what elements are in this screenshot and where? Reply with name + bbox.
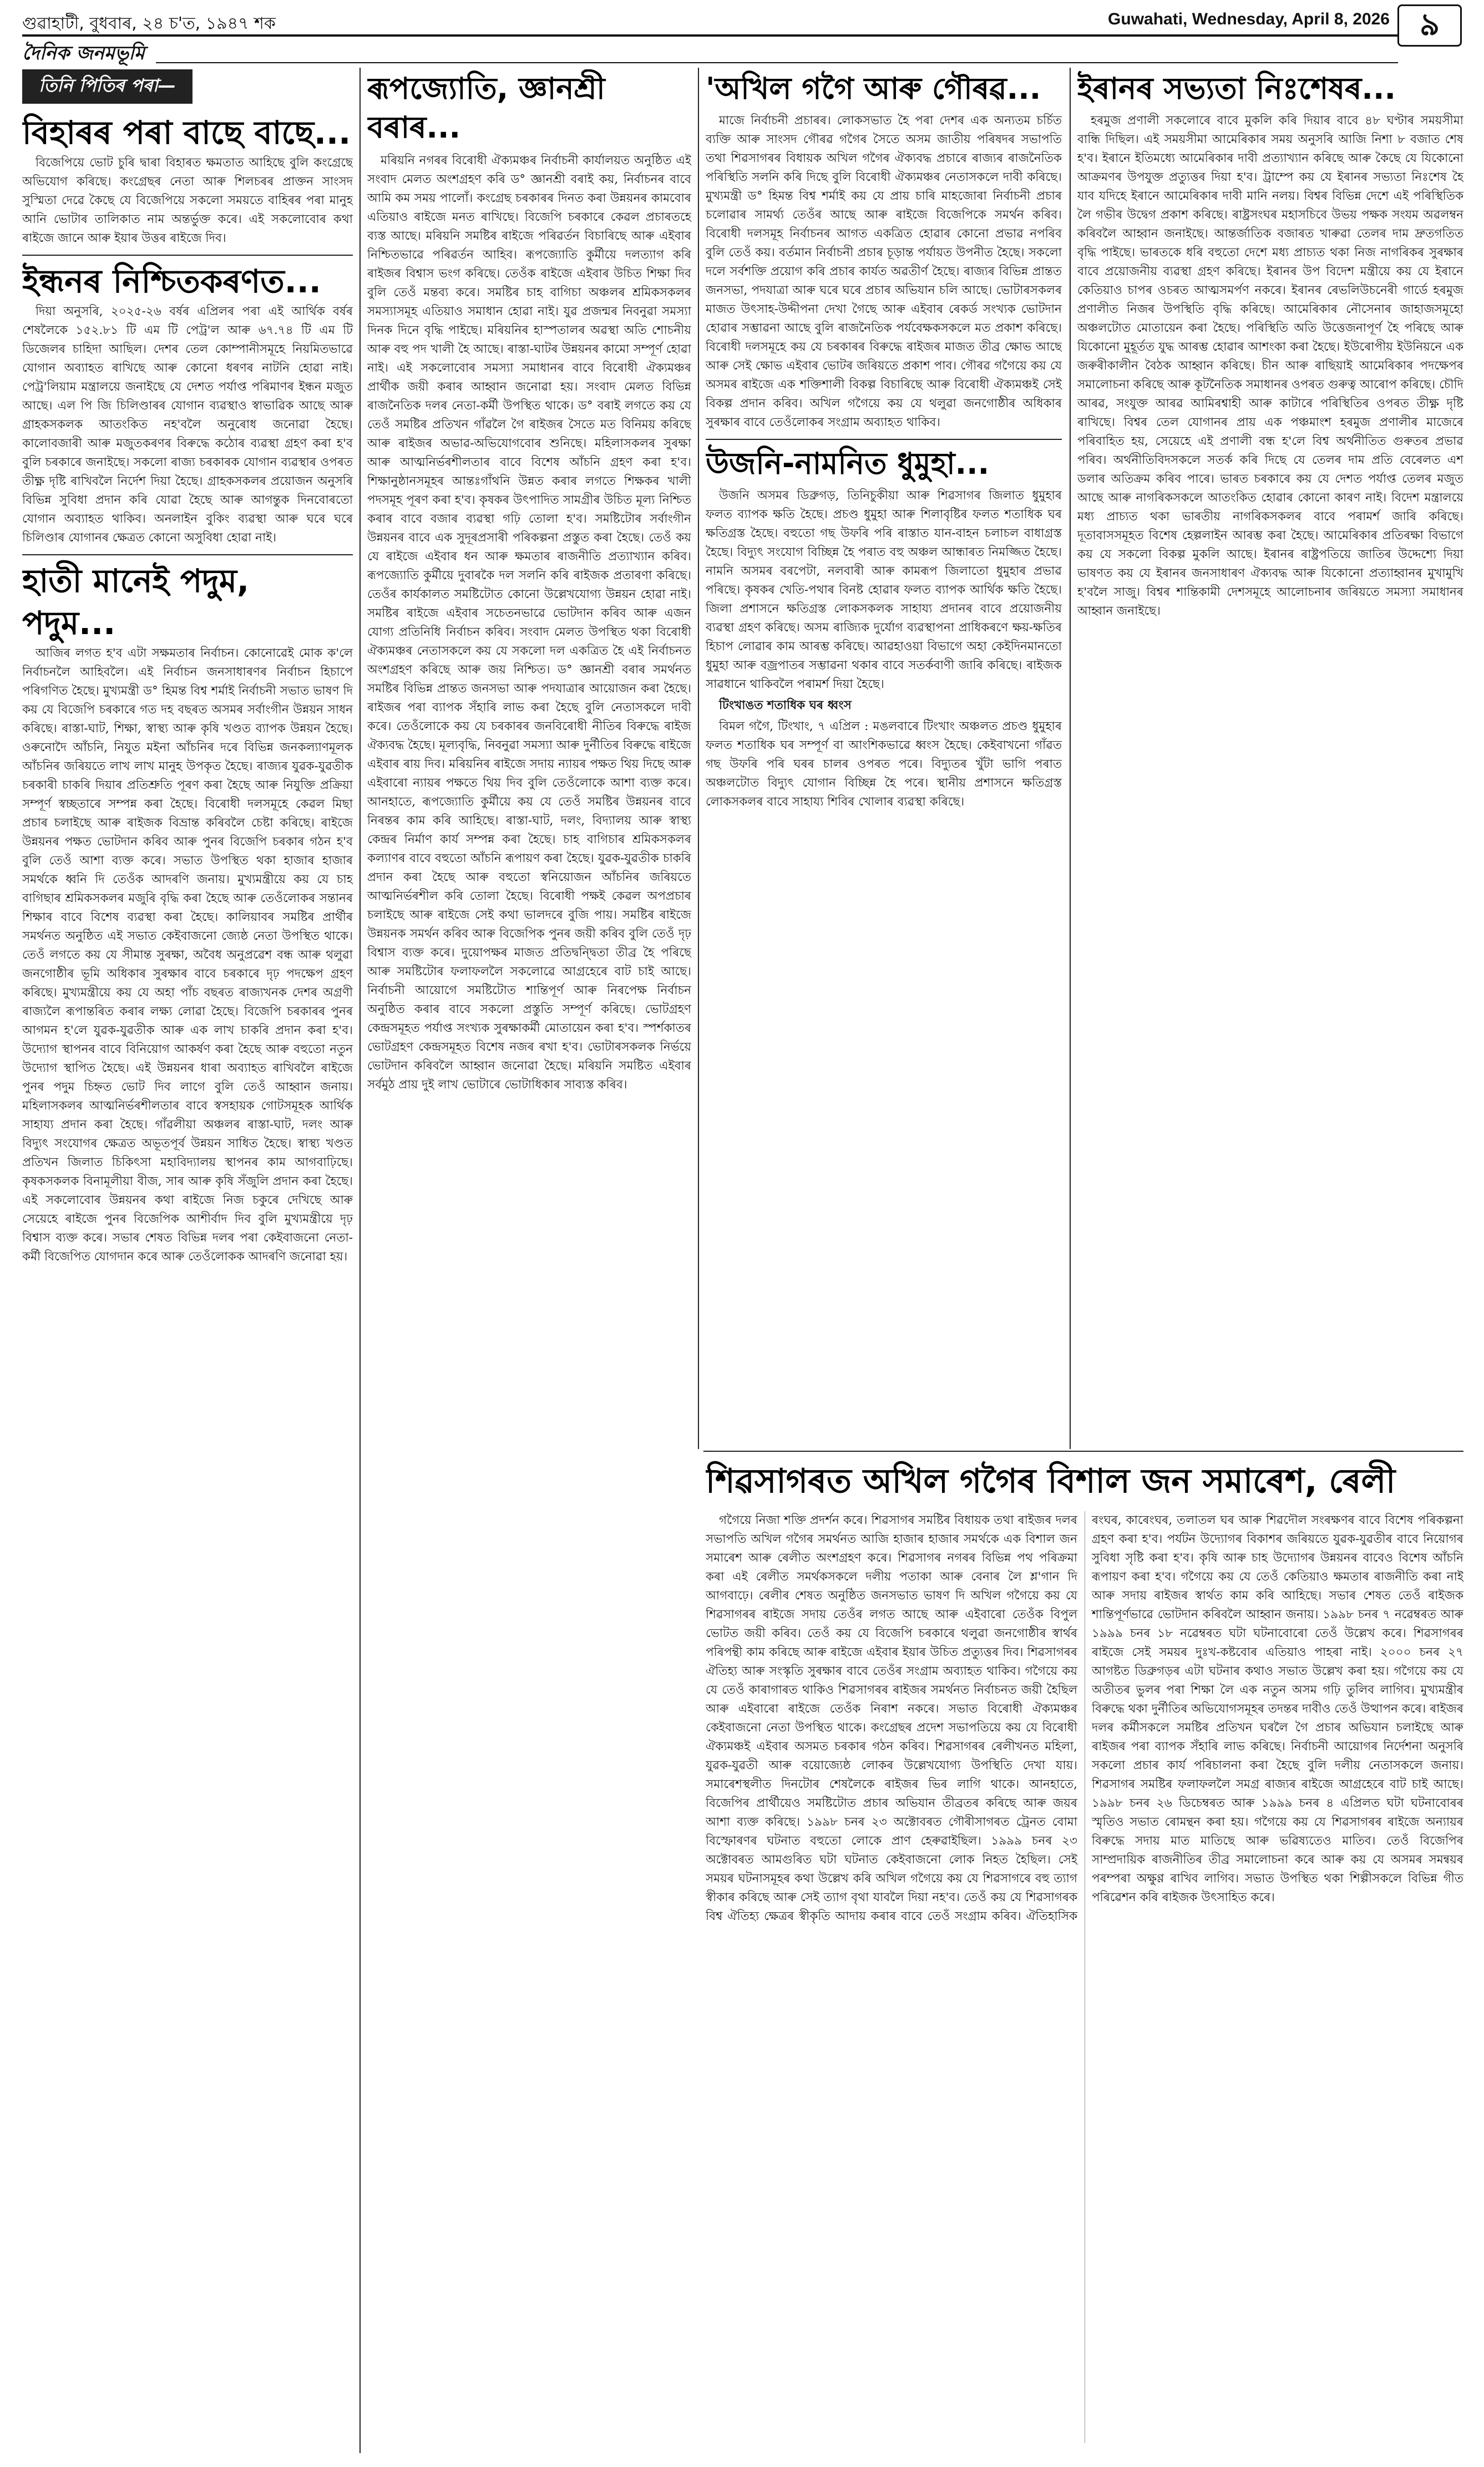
continuation-kicker: তিনি পিতিৰ পৰা—: [22, 69, 193, 104]
folio-date-english: Guwahati, Wednesday, April 8, 2026: [1108, 10, 1390, 28]
feature-sivasagar: [706, 1459, 1463, 2452]
headline-fuel: ইন্ধনৰ নিশ্চিতকৰণত...: [22, 262, 321, 300]
story-bihar: [22, 112, 353, 248]
masthead-name: দৈনিক জনমভূমি: [22, 39, 156, 70]
story-fuel: [22, 260, 353, 548]
headline-storm: উজনি-নামনিত ধুমুহা...: [706, 446, 990, 481]
body-fuel: দিয়া অনুসৰি, ২০২৫-২৬ বৰ্ষৰ এপ্ৰিলৰ পৰা এই আৰ্থিক বৰ্ষৰ শেষলৈকে ১৫২.৮১ টি এম টি পেট্ৰ'ল আৰু ৬৭.৭৪ টি এম টি ডিজেলৰ চাহিদা আছিল। দেশৰ তেল কোম্পানীসমূহে নিয়মিতভাৱে যোগান অব্যাহত ৰাখিছে আৰু কোনো ধৰণৰ নাটনি হোৱা নাই। পেট্ৰ'লিয়াম মন্ত্ৰালয়ে জনাইছে যে দেশত পৰ্যাপ্ত পৰিমাণৰ ইন্ধন মজুত আছে। এল পি জি চিলিণ্ডাৰৰ যোগান ব্যৱস্থাও স্বাভাৱিক আছে আৰু গ্ৰাহকসকলক আতংকিত নহ'বলৈ অনুৰোধ জনোৱা হৈছে। কালোবজাৰী আৰু মজুতকৰণৰ বিৰুদ্ধে কঠোৰ ব্যৱস্থা গ্ৰহণ কৰা হ'ব বুলি চৰকাৰে জনাইছে। সকলো ৰাজ্য চৰকাৰক যোগান ব্যৱস্থাৰ ওপৰত তীক্ষ্ণ দৃষ্টি ৰাখিবলৈ নিৰ্দেশ দিয়া হৈছে। গ্ৰাহকসকলৰ প্ৰয়োজন অনুসৰি বিভিন্ন সুবিধা প্ৰদান কৰি যোৱা হৈছে আৰু আগন্তুক দিনবোৰতো যোগান অব্যাহত থাকিব। অনলাইন বুকিং ব্যৱস্থা আৰু ঘৰে ঘৰে চিলিণ্ডাৰ যোগানৰ ক্ষেত্ৰত কোনো অসুবিধা হোৱা নাই।: [22, 305, 353, 545]
headline-elephant: হাতী মানেই পদুম, পদুম...: [22, 562, 249, 642]
story-storm: [706, 444, 1062, 812]
headline-akhil-gaurav: 'অখিল গগৈ আৰু গৌৰৱ...: [706, 71, 1041, 106]
column-4: [1077, 69, 1463, 1445]
headline-sivasagar: শিৱসাগৰত অখিল গগৈৰ বিশাল জন সমাৰেশ, ৰেলী: [706, 1462, 1396, 1501]
body-akhil-gaurav: মাজে নিৰ্বাচনী প্ৰচাৰৰ। লোকসভাত হৈ পৰা দেশৰ এক অন্যতম চৰ্চিত ব্যক্তি আৰু সাংসদ গৌৰৱ গগৈৰ সৈতে অসম জাতীয় পৰিষদৰ সভাপতি তথা শিৱসাগৰৰ বিধায়ক অখিল গগৈৰ ঐক্যবদ্ধ প্ৰচাৰে ৰাজ্যৰ ৰাজনৈতিক পৰিস্থিতি সলনি কৰি দিছে বুলি বিৰোধী ঐক্যমঞ্চৰ নেতাসকলে দাবী কৰিছে। মুখ্যমন্ত্ৰী ড° হিমন্ত বিশ্ব শৰ্মাই কয় যে প্ৰায় চাৰি মাহজোৰা নিৰ্বাচনী প্ৰচাৰ চলোৱাৰ সামৰ্থ্য তেওঁৰ আছে আৰু ৰাইজে বিজেপিকে সমৰ্থন কৰিব। বিৰোধী দলসমূহ নিৰ্বাচনৰ আগত একত্ৰিত হোৱাৰ কোনো প্ৰভাৱ নপৰিব বুলি তেওঁ কয়। বৰ্তমান নিৰ্বাচনী প্ৰচাৰ চূড়ান্ত পৰ্যায়ত উপনীত হৈছে। সকলো দলে সৰ্বশক্তি প্ৰয়োগ কৰি প্ৰচাৰ কাৰ্যত অৱতীৰ্ণ হৈছে। ৰাজ্যৰ বিভিন্ন প্ৰান্তত জনসভা, পদযাত্ৰা আৰু ঘৰে ঘৰে প্ৰচাৰ অভিযান চলি আছে। ভোটাৰসকলৰ মাজত উৎসাহ-উদ্দীপনা দেখা গৈছে আৰু এইবাৰ ৰেকৰ্ড সংখ্যক ভোটদান হোৱাৰ সম্ভাৱনা আছে বুলি ৰাজনৈতিক পৰ্যবেক্ষকসকলে মত প্ৰকাশ কৰিছে। বিৰোধী দলসমূহে কয় যে চৰকাৰৰ বিৰুদ্ধে ৰাইজৰ মাজত তীব্ৰ ক্ষোভ আছে আৰু সেই ক্ষোভ এইবাৰ ভোটৰ জৰিয়তে প্ৰকাশ পাব। গৌৰৱ গগৈয়ে কয় যে অসমৰ ৰাইজে এক শক্তিশালী বিকল্প বিচাৰিছে আৰু বিৰোধী ঐক্যমঞ্চই সেই বিকল্প প্ৰদান কৰিব। অখিল গগৈয়ে কয় যে থলুৱা জনগোষ্ঠীৰ অধিকাৰ সুৰক্ষাৰ বাবে তেওঁলোকৰ সংগ্ৰাম অব্যাহত থাকিব।: [706, 114, 1062, 429]
body-rupjyoti: মৰিয়নি নগৰৰ বিৰোধী ঐক্যমঞ্চৰ নিৰ্বাচনী কাৰ্যালয়ত অনুষ্ঠিত এই সংবাদ মেলত অংশগ্ৰহণ কৰি ড° জ্ঞানশ্ৰী বৰাই কয়, নিৰ্বাচনৰ বাবে আমি কম সময় পালোঁ। কংগ্ৰেছ চৰকাৰৰ দিনত কৰা উন্নয়নৰ কামবোৰ এতিয়াও ৰাইজে মনত ৰাখিছে। বিজেপি চৰকাৰে কেৱল প্ৰচাৰতহে ব্যস্ত আছে। মৰিয়নি সমষ্টিৰ ৰাইজে পৰিৱৰ্তন বিচাৰিছে আৰু এইবাৰ নিশ্চিতভাৱে পৰিৱৰ্তন আহিব। ৰূপজ্যোতি কুৰ্মীয়ে দলত্যাগ কৰি ৰাইজৰ বিশ্বাস ভংগ কৰিছে। তেওঁক ৰাইজে এইবাৰ উচিত শিক্ষা দিব বুলি তেওঁ মন্তব্য কৰে। সমষ্টিৰ চাহ বাগিচা অঞ্চলৰ শ্ৰমিকসকলৰ সমস্যাসমূহ এতিয়াও সমাধান হোৱা নাই। যুৱ প্ৰজন্মৰ নিবনুৱা সমস্যা দিনক দিনে বৃদ্ধি পাইছে। মৰিয়নিৰ হাস্পতালৰ অৱস্থা অতি শোচনীয় আৰু বহু পদ খালী হৈ আছে। ৰাস্তা-ঘাটৰ উন্নয়নৰ কামো সম্পূৰ্ণ হোৱা নাই। এই সকলোবোৰ সমস্যা সমাধানৰ বাবে বিৰোধী ঐক্যমঞ্চৰ প্ৰাৰ্থীক জয়ী কৰাৰ আহ্বান জনোৱা হয়। সংবাদ মেলত বিভিন্ন ৰাজনৈতিক দলৰ নেতা-কৰ্মী উপস্থিত থাকে। ড° বৰাই লগতে কয় যে তেওঁ সমষ্টিৰ প্ৰতিখন গাঁৱলৈ গৈ ৰাইজৰ সৈতে মত বিনিময় কৰিছে আৰু ৰাইজৰ অভাৱ-অভিযোগবোৰ শুনিছে। মহিলাসকলৰ সুৰক্ষা আৰু আত্মনিৰ্ভৰশীলতাৰ বাবে বিশেষ আঁচনি গ্ৰহণ কৰা হ'ব। শিক্ষানুষ্ঠানসমূহৰ আন্তঃগাঁথনি উন্নত কৰাৰ লগতে শিক্ষকৰ খালী পদসমূহ পূৰণ কৰা হ'ব। কৃষকৰ উৎপাদিত সামগ্ৰীৰ উচিত মূল্য নিশ্চিত কৰাৰ বাবে বজাৰ ব্যৱস্থা গঢ়ি তোলা হ'ব। সমষ্টিটোৰ সৰ্বাংগীন উন্নয়নৰ বাবে এক সুদূৰপ্ৰসাৰী পৰিকল্পনা প্ৰস্তুত কৰা হৈছে। তেওঁ কয় যে ৰাইজে এইবাৰ ধন আৰু ক্ষমতাৰ ৰাজনীতি প্ৰত্যাখ্যান কৰিব। ৰূপজ্যোতি কুৰ্মীয়ে দুবাৰকৈ দল সলনি কৰি ৰাইজক প্ৰতাৰণা কৰিছে। তেওঁৰ কাৰ্যকালত সমষ্টিটোত কোনো উল্লেখযোগ্য উন্নয়ন হোৱা নাই। সমষ্টিৰ ৰাইজে এইবাৰ সচেতনভাৱে ভোটদান কৰিব আৰু এজন যোগ্য প্ৰতিনিধি নিৰ্বাচন কৰিব। সংবাদ মেলত উপস্থিত থকা বিৰোধী ঐক্যমঞ্চৰ নেতাসকলে কয় যে সকলো দল একত্ৰিত হৈ এই নিৰ্বাচনত অংশগ্ৰহণ কৰিছে আৰু জয় নিশ্চিত। ড° জ্ঞানশ্ৰী বৰাৰ সমৰ্থনত সমষ্টিৰ বিভিন্ন প্ৰান্তত জনসভা আৰু পদযাত্ৰাৰ আয়োজন কৰা হৈছে। ৰাইজৰ পৰা ব্যাপক সঁহাৰি লাভ কৰা হৈছে বুলি নেতাসকলে দাবী কৰে। তেওঁলোকে কয় যে চৰকাৰৰ জনবিৰোধী নীতিৰ বিৰুদ্ধে ৰাইজ ঐক্যবদ্ধ হৈছে। মূল্যবৃদ্ধি, নিবনুৱা সমস্যা আৰু দুৰ্নীতিৰ বিৰুদ্ধে ৰাইজে এইবাৰ ৰায় দিব। মৰিয়নিৰ ৰাইজে সদায় ন্যায়ৰ পক্ষত থিয় দিছে আৰু এইবাৰো ন্যায়ৰ পক্ষতে থিয় দিব বুলি তেওঁলোকে আশা ব্যক্ত কৰে। আনহাতে, ৰূপজ্যোতি কুৰ্মীয়ে কয় যে তেওঁ সমষ্টিৰ উন্নয়নৰ বাবে নিৰন্তৰ কাম কৰি আহিছে। ৰাস্তা-ঘাট, দলং, বিদ্যালয় আৰু স্বাস্থ্য কেন্দ্ৰৰ নিৰ্মাণ কাৰ্য সম্পন্ন কৰা হৈছে। চাহ বাগিচাৰ শ্ৰমিকসকলৰ কল্যাণৰ বাবে বহুতো আঁচনি ৰূপায়ণ কৰা হৈছে। যুৱক-যুৱতীক চাকৰি প্ৰদান কৰা হৈছে আৰু বহুতো স্বনিয়োজন আঁচনিৰ জৰিয়তে আত্মনিৰ্ভৰশীল কৰি তোলা হৈছে। বিৰোধী পক্ষই কেৱল অপপ্ৰচাৰ চলাইছে আৰু ৰাইজে সেই কথা ভালদৰে বুজি পায়। সমষ্টিৰ ৰাইজে উন্নয়নক সমৰ্থন কৰিব আৰু বিজেপিক পুনৰ জয়ী কৰিব বুলি তেওঁ দৃঢ় বিশ্বাস ব্যক্ত কৰে। দুয়োপক্ষৰ মাজত প্ৰতিদ্বন্দ্বিতা তীব্ৰ হৈ পৰিছে আৰু সমষ্টিটোৰ ফলাফললৈ সকলোৱে আগ্ৰহেৰে বাট চাই আছে। নিৰ্বাচনী আয়োগে সমষ্টিটোত শান্তিপূৰ্ণ আৰু নিৰপেক্ষ নিৰ্বাচন অনুষ্ঠিত কৰাৰ বাবে সকলো প্ৰস্তুতি সম্পূৰ্ণ কৰিছে। ভোটগ্ৰহণ কেন্দ্ৰসমূহত পৰ্যাপ্ত সংখ্যক সুৰক্ষাকৰ্মী মোতায়েন কৰা হ'ব। স্পৰ্শকাতৰ ভোটগ্ৰহণ কেন্দ্ৰসমূহত বিশেষ নজৰ ৰখা হ'ব। ভোটাৰসকলক নিৰ্ভয়ে ভোটদান কৰিবলৈ আহ্বান জনোৱা হৈছে। মৰিয়নি সমষ্টিত এইবাৰ সৰ্বমুঠ প্ৰায় দুই লাখ ভোটাৰে ভোটাধিকাৰ সাব্যস্ত কৰিব।: [367, 154, 691, 1092]
column-divider: [1070, 68, 1071, 1449]
page-number: ৯: [1397, 4, 1462, 47]
story-elephant: [22, 560, 353, 1267]
storm-report: বিমল গগৈ, টিংখাং, ৭ এপ্ৰিল : মঙলবাৰে টিংখাং অঞ্চলত প্ৰচণ্ড ধুমুহাৰ ফলত শতাধিক ঘৰ সম্পূৰ্ণ বা আংশিকভাৱে ধ্বংস হৈছে। কেইবাখনো গাঁৱত গছ উফৰি পৰি ঘৰৰ চালৰ ওপৰত পৰে। বিদ্যুতৰ খুঁটা ভাগি পৰাত অঞ্চলটোত বিদ্যুৎ যোগান বিচ্ছিন্ন হৈ পৰে। স্থানীয় প্ৰশাসনে ক্ষতিগ্ৰস্ত লোকসকলৰ বাবে সাহায্য শিবিৰ খোলাৰ ব্যৱস্থা কৰিছে।: [706, 720, 1062, 809]
headline-rupjyoti: ৰূপজ্যোতি, জ্ঞানশ্ৰী বৰাৰ...: [367, 71, 605, 145]
column-divider: [359, 68, 361, 2453]
masthead-rule: [22, 34, 1398, 63]
body-elephant: আজিৰ লগত হ'ব এটা সক্ষমতাৰ নিৰ্বাচন। কোনোৱেই মোক ক'লে নিৰ্বাচনলৈ আহিবলৈ। এই নিৰ্বাচন জনসাধাৰণৰ নিৰ্বাচন হিচাপে পৰিগণিত হৈছে। মুখ্যমন্ত্ৰী ড° হিমন্ত বিশ্ব শৰ্মাই নিৰ্বাচনী সভাত ভাষণ দি কয় যে বিজেপি চৰকাৰে গত দহ বছৰত অসমৰ সৰ্বাংগীন উন্নয়ন সাধন কৰিছে। ৰাস্তা-ঘাট, শিক্ষা, স্বাস্থ্য আৰু কৃষি খণ্ডত ব্যাপক উন্নয়ন হৈছে। ওৰুনোদৈ আঁচনি, নিযুত মইনা আঁচনিৰ দৰে বিভিন্ন জনকল্যাণমূলক আঁচনিৰ জৰিয়তে লাখ লাখ মানুহ উপকৃত হৈছে। ৰাজ্যৰ যুৱক-যুৱতীক চৰকাৰী চাকৰি দিয়াৰ প্ৰতিশ্ৰুতি পূৰণ কৰা হৈছে আৰু নিযুক্তি প্ৰক্ৰিয়া সম্পূৰ্ণ স্বচ্ছতাৰে সম্পন্ন কৰা হৈছে। বিৰোধী দলসমূহে কেৱল মিছা প্ৰচাৰ চলাইছে আৰু ৰাইজক বিভ্ৰান্ত কৰিবলৈ চেষ্টা কৰিছে। ৰাইজে উন্নয়নৰ পক্ষত ভোটদান কৰিব আৰু পুনৰ বিজেপি চৰকাৰ গঠন হ'ব বুলি তেওঁ আশা ব্যক্ত কৰে। সভাত উপস্থিত থকা হাজাৰ হাজাৰ সমৰ্থকে ধ্বনি দি তেওঁক আদৰণি জনায়। মুখ্যমন্ত্ৰীয়ে কয় যে চাহ বাগিছাৰ শ্ৰমিকসকলৰ মজুৰি বৃদ্ধি কৰা হৈছে আৰু তেওঁলোকৰ সন্তানৰ শিক্ষাৰ বাবে বিশেষ ব্যৱস্থা কৰা হৈছে। কালিয়াবৰ সমষ্টিৰ প্ৰাৰ্থীৰ সমৰ্থনত অনুষ্ঠিত এই সভাত কেইবাজনো জ্যেষ্ঠ নেতা উপস্থিত থাকে। তেওঁ লগতে কয় যে সীমান্ত সুৰক্ষা, অবৈধ অনুপ্ৰৱেশ বন্ধ আৰু থলুৱা জনগোষ্ঠীৰ ভূমি অধিকাৰ সুৰক্ষাৰ বাবে চৰকাৰে দৃঢ় পদক্ষেপ গ্ৰহণ কৰিছে। মুখ্যমন্ত্ৰীয়ে কয় যে অহা পাঁচ বছৰত ৰাজ্যখনক দেশৰ অগ্ৰণী ৰাজ্যলৈ ৰূপান্তৰিত কৰাৰ লক্ষ্য লোৱা হৈছে। বিজেপি চৰকাৰৰ পুনৰ আগমন হ'লে যুৱক-যুৱতীক আৰু এক লাখ চাকৰি প্ৰদান কৰা হ'ব। উদ্যোগ স্থাপনৰ বাবে বিনিয়োগ আকৰ্ষণ কৰা হৈছে আৰু বহুতো নতুন উদ্যোগ স্থাপিত হৈছে। এই উন্নয়নৰ ধাৰা অব্যাহত ৰাখিবলৈ ৰাইজে পুনৰ পদুম চিহ্নত ভোট দিব লাগে বুলি তেওঁ আহ্বান জনায়। মহিলাসকলৰ আত্মনিৰ্ভৰশীলতাৰ বাবে স্বসহায়ক গোটসমূহক আৰ্থিক সাহায্য প্ৰদান কৰা হৈছে। গাঁৱলীয়া অঞ্চলৰ ৰাস্তা-ঘাট, দলং আৰু বিদ্যুৎ সংযোগৰ ক্ষেত্ৰত অভূতপূৰ্ব উন্নয়ন সাধিত হৈছে। স্বাস্থ্য খণ্ডত প্ৰতিখন জিলাত চিকিৎসা মহাবিদ্যালয় স্থাপনৰ কাম আগবাঢ়িছে। কৃষকসকলক বিনামূলীয়া বীজ, সাৰ আৰু কৃষি সঁজুলি প্ৰদান কৰা হৈছে। এই সকলোবোৰ উন্নয়নৰ কথা ৰাইজে নিজ চকুৰে দেখিছে আৰু সেয়েহে ৰাইজে পুনৰ বিজেপিক আশীৰ্বাদ দিব বুলি মুখ্যমন্ত্ৰীয়ে দৃঢ় বিশ্বাস ব্যক্ত কৰে। সভাৰ শেষত বিভিন্ন দলৰ পৰা কেইবাজনো নেতা-কৰ্মী বিজেপিত যোগদান কৰে আৰু তেওঁলোকক আদৰণি জনোৱা হয়।: [22, 646, 353, 1264]
headline-iran: ইৰানৰ সভ্যতা নিঃশেষৰ...: [1077, 71, 1396, 106]
story-divider: [22, 554, 353, 555]
folio-date-assamese: গুৱাহাটী, বুধবাৰ, ২৪ চ'ত, ১৯৪৭ শক: [22, 14, 276, 33]
section-divider: [703, 1451, 1463, 1452]
story-divider: [22, 255, 353, 256]
story-akhil-gaurav: [706, 69, 1062, 432]
body-storm: উজনি অসমৰ ডিব্ৰুগড়, তিনিচুকীয়া আৰু শিৱসাগৰ জিলাত ধুমুহাৰ ফলত ব্যাপক ক্ষতি হৈছে। প্ৰচণ্ড ধুমুহা আৰু শিলাবৃষ্টিৰ ফলত শতাধিক ঘৰ ক্ষতিগ্ৰস্ত হৈছে। বহুতো গছ উফৰি পৰি ৰাস্তাত যান-বাহন চলাচল বাধাগ্ৰস্ত হৈছে। বিদ্যুৎ সংযোগ বিচ্ছিন্ন হৈ পৰাত বহু অঞ্চল আন্ধাৰত নিমজ্জিত হৈছে। নামনি অসমৰ বৰপেটা, নলবাৰী আৰু কামৰূপ জিলাতো ধুমুহাৰ প্ৰভাৱ পৰিছে। কৃষকৰ খেতি-পথাৰ বিনষ্ট হোৱাৰ ফলত ব্যাপক আৰ্থিক ক্ষতি হৈছে। জিলা প্ৰশাসনে ক্ষতিগ্ৰস্ত লোকসকলক সাহায্য প্ৰদানৰ বাবে প্ৰয়োজনীয় ব্যৱস্থা গ্ৰহণ কৰিছে। অসম ৰাজ্যিক দুৰ্যোগ ব্যৱস্থাপনা প্ৰাধিকৰণে ক্ষয়-ক্ষতিৰ হিচাপ লোৱাৰ কাম আৰম্ভ কৰিছে। আৱহাওয়া বিভাগে অহা কেইদিনমানতো ধুমুহা আৰু বজ্ৰপাতৰ সম্ভাৱনা থকাৰ বাবে সতৰ্কবাণী জাৰি কৰিছে। ৰাইজক সাৱধানে থাকিবলৈ পৰামৰ্শ দিয়া হৈছে। টিংখাঙত শতাধিক ঘৰ ধ্বংস বিমল গগৈ, টিংখাং, ৭ এপ্ৰিল : মঙলবাৰে টিংখাং অঞ্চলত প্ৰচণ্ড ধুমুহাৰ ফলত শতাধিক ঘৰ সম্পূৰ্ণ বা আংশিকভাৱে ধ্বংস হৈছে। কেইবাখনো গাঁৱত গছ উফৰি পৰি ঘৰৰ চালৰ ওপৰত পৰে। বিদ্যুতৰ খুঁটা ভাগি পৰাত অঞ্চলটোত বিদ্যুৎ যোগান বিচ্ছিন্ন হৈ পৰে। স্থানীয় প্ৰশাসনে ক্ষতিগ্ৰস্ত লোকসকলৰ বাবে সাহায্য শিবিৰ খোলাৰ ব্যৱস্থা কৰিছে।: [706, 487, 1062, 812]
column-1: [22, 69, 353, 2455]
storm-subhead: টিংখাঙত শতাধিক ঘৰ ধ্বংস: [719, 698, 852, 712]
body-iran: হৰমুজ প্ৰণালী সকলোৰে বাবে মুকলি কৰি দিয়াৰ বাবে ৪৮ ঘণ্টাৰ সময়সীমা বান্ধি দিছিল। এই সময়সীমা আমেৰিকাৰ সময় অনুসৰি আজি নিশা ৮ বজাত শেষ হ'ব। ইৰানে ইতিমধ্যে আমেৰিকাৰ দাবী প্ৰত্যাখ্যান কৰিছে আৰু কৈছে যে যিকোনো আক্ৰমণৰ উপযুক্ত প্ৰত্যুত্তৰ দিয়া হ'ব। ট্ৰাম্পে কয় যে ইৰানৰ সভ্যতা নিঃশেষ হৈ যাব যদিহে ইৰানে আমেৰিকাৰ দাবী মানি নলয়। বিশ্বৰ বিভিন্ন দেশে এই পৰিস্থিতিক লৈ গভীৰ উদ্বেগ প্ৰকাশ কৰিছে। ৰাষ্ট্ৰসংঘৰ মহাসচিবে উভয় পক্ষক সংযম অৱলম্বন কৰিবলৈ আহ্বান জনাইছে। আন্তৰ্জাতিক বজাৰত খাৰুৱা তেলৰ দাম দ্ৰুতগতিত বৃদ্ধি পাইছে। ভাৰতকে ধৰি বহুতো দেশে মধ্য প্ৰাচ্যত থকা নিজ নাগৰিকৰ সুৰক্ষাৰ বাবে প্ৰয়োজনীয় ব্যৱস্থা গ্ৰহণ কৰিছে। ইৰানৰ উপ বিদেশ মন্ত্ৰীয়ে কয় যে ইৰানে কেতিয়াও চাপৰ ওচৰত আত্মসমৰ্পণ নকৰে। ইৰানৰ ৰেভলিউচনেৰী গাৰ্ডে হৰমুজ প্ৰণালীত নিজৰ উপস্থিতি বৃদ্ধি কৰিছে। আমেৰিকাৰ নৌসেনাৰ জাহাজসমূহো অঞ্চলটোত মোতায়েন কৰা হৈছে। পৰিস্থিতি অতি উত্তেজনাপূৰ্ণ হৈ পৰিছে আৰু যিকোনো মুহূৰ্তত যুদ্ধ আৰম্ভ হোৱাৰ আশংকা কৰা হৈছে। ইউৰোপীয় ইউনিয়নে এক জৰুৰীকালীন বৈঠক আহ্বান কৰিছে। চীন আৰু ৰাছিয়াই আমেৰিকাৰ পদক্ষেপৰ সমালোচনা কৰিছে আৰু কূটনৈতিক সমাধানৰ ওপৰত গুৰুত্ব আৰোপ কৰিছে। চৌদি আৰৱ, সংযুক্ত আৰৱ আমিৰশ্বাহী আৰু কাটাৰে পৰিস্থিতিৰ ওপৰত তীক্ষ্ণ দৃষ্টি ৰাখিছে। বিশ্বৰ তেল যোগানৰ প্ৰায় এক পঞ্চমাংশ হৰমুজ প্ৰণালীৰ মাজেৰে পৰিবাহিত হয়, সেয়েহে এই প্ৰণালী বন্ধ হ'লে বিশ্ব অৰ্থনীতিত গুৰুতৰ প্ৰভাৱ পৰিব। অৰ্থনীতিবিদসকলে সতৰ্ক কৰি দিছে যে তেলৰ দাম প্ৰতি বেৰেলত এশ ডলাৰ অতিক্ৰম কৰিব পাৰে। ভাৰত চৰকাৰে কয় যে দেশত পৰ্যাপ্ত তেলৰ মজুত আছে আৰু নাগৰিকসকলে আতংকিত হোৱাৰ কোনো কাৰণ নাই। বিদেশ মন্ত্ৰালয়ে মধ্য প্ৰাচ্যত থকা ভাৰতীয় নাগৰিকসকলৰ বাবে পৰামৰ্শ জাৰি কৰিছে। দূতাবাসসমূহত বিশেষ হেল্পলাইন আৰম্ভ কৰা হৈছে। আমেৰিকাৰ প্ৰতিৰক্ষা বিভাগে কয় যে সকলো বিকল্প মুকলি আছে। ইৰানৰ ৰাষ্ট্ৰপতিয়ে জাতিৰ উদ্দেশ্যে দিয়া ভাষণত কয় যে ইৰানৰ জনসাধাৰণ ঐক্যবদ্ধ আৰু যিকোনো প্ৰত্যাহ্বানৰ মুখামুখি হ'বলৈ সাজু। বিশ্বৰ শান্তিকামী দেশসমূহে আলোচনাৰ জৰিয়তে সমস্যা সমাধানৰ আহ্বান জনাইছে।: [1077, 114, 1463, 618]
story-divider: [706, 439, 1062, 440]
column-3: [706, 69, 1062, 1445]
body-sivasagar: গগৈয়ে নিজা শক্তি প্ৰদৰ্শন কৰে। শিৱসাগৰ সমষ্টিৰ বিধায়ক তথা ৰাইজৰ দলৰ সভাপতি অখিল গগৈৰ সমৰ্থনত আজি হাজাৰ হাজাৰ সমৰ্থকে এক বিশাল জন সমাৰেশ আৰু ৰেলীত অংশগ্ৰহণ কৰে। শিৱসাগৰ নগৰৰ বিভিন্ন পথ পৰিক্ৰমা কৰা এই ৰেলীত সমৰ্থকসকলে দলীয় পতাকা আৰু বেনাৰ লৈ শ্ল'গান দি আগবাঢ়ে। ৰেলীৰ শেষত অনুষ্ঠিত জনসভাত ভাষণ দি অখিল গগৈয়ে কয় যে শিৱসাগৰৰ ৰাইজে সদায় তেওঁৰ লগত আছে আৰু এইবাৰো তেওঁক বিপুল ভোটত জয়ী কৰিব। তেওঁ কয় যে বিজেপি চৰকাৰে থলুৱা জনগোষ্ঠীৰ স্বাৰ্থৰ পৰিপন্থী কাম কৰিছে আৰু ৰাইজে এইবাৰ ইয়াৰ উচিত প্ৰত্যুত্তৰ দিব। শিৱসাগৰৰ ঐতিহ্য আৰু সংস্কৃতি সুৰক্ষাৰ বাবে তেওঁৰ সংগ্ৰাম অব্যাহত থাকিব। গগৈয়ে কয় যে তেওঁ কাৰাগাৰত থাকিও শিৱসাগৰৰ ৰাইজৰ সমৰ্থনত নিৰ্বাচনত জয়ী হৈছিল আৰু এইবাৰো ৰাইজে তেওঁক নিৰাশ নকৰে। সভাত বিৰোধী ঐক্যমঞ্চৰ কেইবাজনো নেতা উপস্থিত থাকে। কংগ্ৰেছৰ প্ৰদেশ সভাপতিয়ে কয় যে বিৰোধী ঐক্যমঞ্চই এইবাৰ অসমত চৰকাৰ গঠন কৰিব। শিৱসাগৰৰ ৰেলীখনত মহিলা, যুৱক-যুৱতী আৰু বয়োজ্যেষ্ঠ লোকৰ উল্লেখযোগ্য উপস্থিতি দেখা যায়। সমাৰেশস্থলীত দিনটোৰ শেষলৈকে ৰাইজৰ ভিৰ লাগি থাকে। আনহাতে, বিজেপিৰ প্ৰাৰ্থীয়েও সমষ্টিটোত প্ৰচাৰ অভিযান তীব্ৰতৰ কৰিছে আৰু জয়ৰ আশা ব্যক্ত কৰিছে। ১৯৯৮ চনৰ ২৩ অক্টোবৰত গৌৰীসাগৰত ট্ৰেনত বোমা বিস্ফোৰণৰ ঘটনাত বহুতো লোকে প্ৰাণ হেৰুৱাইছিল। ১৯৯৯ চনৰ ২৩ অক্টোবৰত আমগুৰিত ঘটা ঘটনাত কেইবাজনো লোক নিহত হৈছিল। সেই সময়ৰ ঘটনাসমূহৰ কথা উল্লেখ কৰি অখিল গগৈয়ে কয় যে শিৱসাগৰে বহু ত্যাগ স্বীকাৰ কৰিছে আৰু সেই ত্যাগ বৃথা যাবলৈ দিয়া নহ'ব। তেওঁ কয় যে শিৱসাগৰক বিশ্ব ঐতিহ্য ক্ষেত্ৰৰ স্বীকৃতি আদায় কৰাৰ বাবে তেওঁ সংগ্ৰাম কৰিব। ঐতিহাসিক ৰংঘৰ, কাৰেংঘৰ, তলাতল ঘৰ আৰু শিৱদৌল সংৰক্ষণৰ বাবে বিশেষ পৰিকল্পনা গ্ৰহণ কৰা হ'ব। পৰ্যটন উদ্যোগৰ বিকাশৰ জৰিয়তে যুৱক-যুৱতীৰ বাবে নিয়োগৰ সুবিধা সৃষ্টি কৰা হ'ব। কৃষি আৰু চাহ উদ্যোগৰ উন্নয়নৰ বাবেও বিশেষ আঁচনি ৰূপায়ণ কৰা হ'ব। গগৈয়ে কয় যে তেওঁ কেতিয়াও ক্ষমতাৰ ৰাজনীতি কৰা নাই আৰু সদায় ৰাইজৰ স্বাৰ্থত কাম কৰি আহিছে। সভাৰ শেষত তেওঁ ৰাইজক শান্তিপূৰ্ণভাৱে ভোটদান কৰিবলৈ আহ্বান জনায়। ১৯৯৮ চনৰ ৭ নৱেম্বৰত আৰু ১৯৯৯ চনৰ ১৮ নৱেম্বৰত ঘটা ঘটনাবোৰো তেওঁ উল্লেখ কৰে। শিৱসাগৰৰ ৰাইজে সেই সময়ৰ দুঃখ-কষ্টবোৰ এতিয়াও পাহৰা নাই। ২০০০ চনৰ ২৭ আগষ্টত ডিব্ৰুগড়ৰ এটা ঘটনাৰ কথাও সভাত উল্লেখ কৰা হয়। গগৈয়ে কয় যে অতীতৰ ভুলৰ পৰা শিক্ষা লৈ এক নতুন অসম গঢ়ি তুলিব লাগিব। মুখ্যমন্ত্ৰীৰ বিৰুদ্ধে থকা দুৰ্নীতিৰ অভিযোগসমূহৰ তদন্তৰ দাবীও তেওঁ উত্থাপন কৰে। ৰাইজৰ দলৰ কৰ্মীসকলে সমষ্টিৰ প্ৰতিখন ঘৰলৈ গৈ প্ৰচাৰ অভিযান চলাইছে আৰু ৰাইজৰ পৰা ব্যাপক সঁহাৰি লাভ কৰিছে। নিৰ্বাচনী আয়োগৰ নিৰ্দেশনা অনুসৰি সকলো প্ৰচাৰ কাৰ্য পৰিচালনা কৰা হৈছে বুলি দলীয় নেতাসকলে জনায়। শিৱসাগৰ সমষ্টিৰ ফলাফললৈ সমগ্ৰ ৰাজ্যৰ ৰাইজে আগ্ৰহেৰে বাট চাই আছে। ১৯৯৮ চনৰ ২৬ ডিচেম্বৰত আৰু ১৯৯৯ চনৰ ৪ এপ্ৰিলত ঘটা ঘটনাবোৰৰ স্মৃতিও সভাত ৰোমন্থন কৰা হয়। গগৈয়ে কয় যে শিৱসাগৰৰ ৰাইজে অন্যায়ৰ বিৰুদ্ধে সদায় মাত মাতিছে আৰু ভৱিষ্যতেও মাতিব। তেওঁ বিজেপিৰ সাম্প্ৰদায়িক ৰাজনীতিৰ তীব্ৰ সমালোচনা কৰে আৰু কয় যে অসমৰ সমন্বয়ৰ পৰম্পৰা অক্ষুণ্ণ ৰাখিব লাগিব। সভাত উপস্থিত থকা শিল্পীসকলে বিভিন্ন গীত পৰিৱেশন কৰি ৰাইজক উৎসাহিত কৰে।: [706, 1513, 1463, 1923]
column-divider: [698, 68, 699, 1449]
body-bihar: বিজেপিয়ে ভোট চুৰি দ্বাৰা বিহাৰত ক্ষমতাত আহিছে বুলি কংগ্ৰেছে অভিযোগ কৰিছে। কংগ্ৰেছৰ নেতা আৰু শিলচৰৰ প্ৰাক্তন সাংসদ সুস্মিতা দেৱে কৈছে যে বিজেপিয়ে সকলো সময়তে বাহিৰৰ পৰা মানুহ আনি ভোটাৰ তালিকাত নাম অন্তৰ্ভুক্ত কৰে। এই সকলোবোৰ কথা ৰাইজে জানে আৰু ইয়াৰ উত্তৰ ৰাইজে দিব।: [22, 156, 353, 245]
column-2: [367, 69, 691, 2455]
headline-bihar: বিহাৰৰ পৰা বাছে বাছে...: [22, 114, 351, 151]
